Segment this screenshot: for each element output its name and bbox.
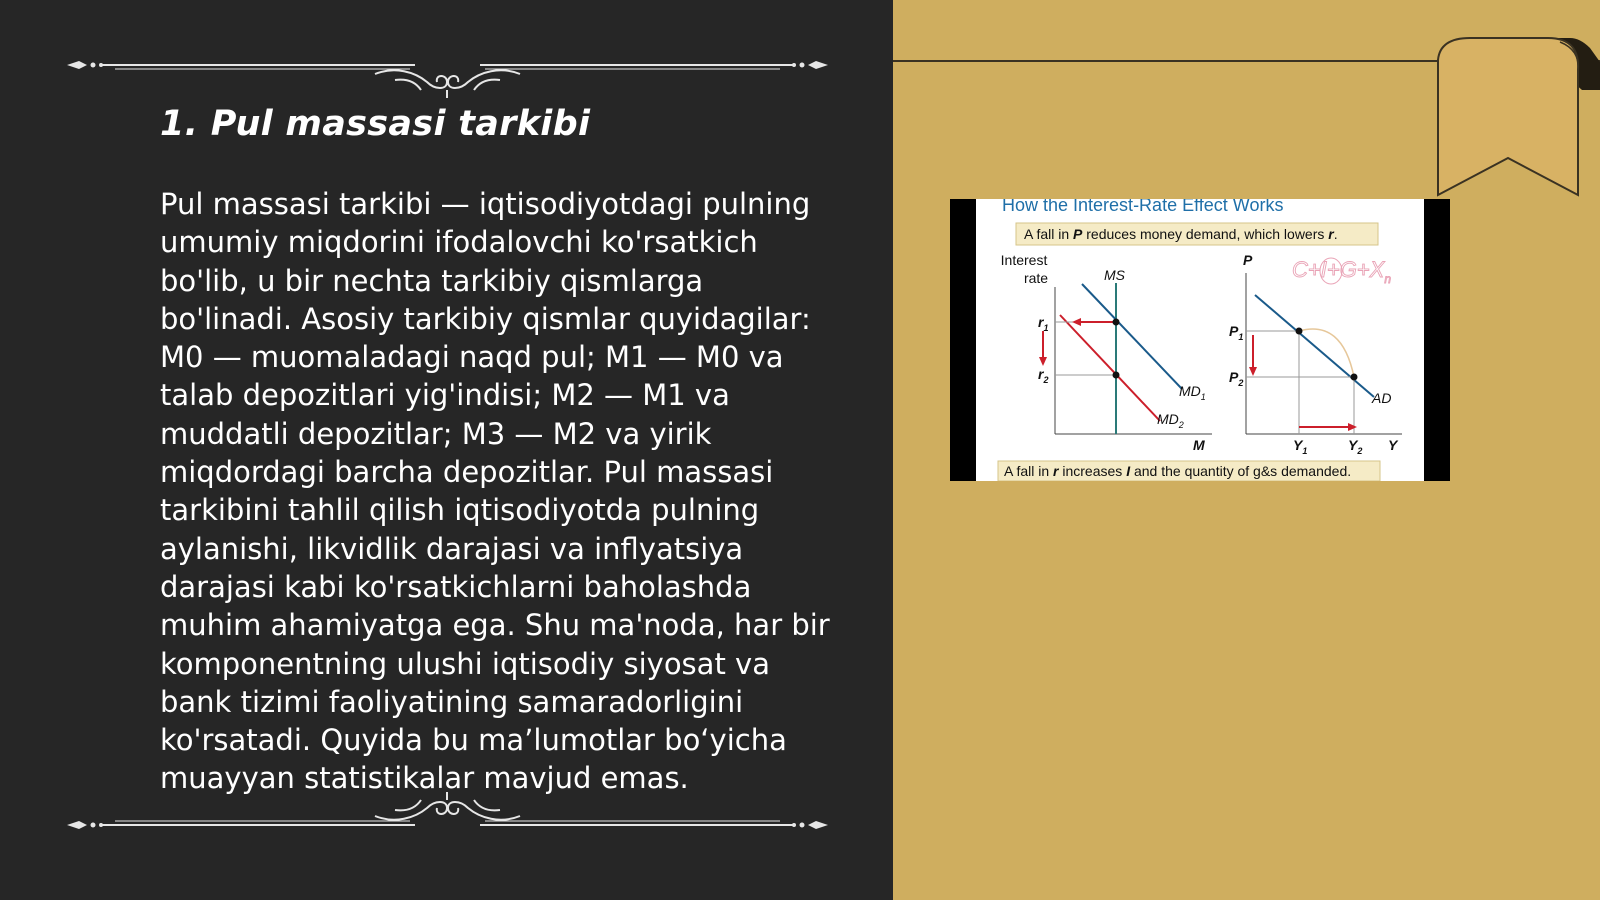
slide-body-text: Pul massasi tarkibi — iqtisodiyotdagi pulning umumiy miqdorini ifodalovchi ko'rsatkich bo'lib, u bir nechta tarkibiy qismlarga bo'linadi. Asosiy tarkibiy qismlar quyidagilar: M0 — muomaladagi naqd pul; M1 — M0 va talab depozitlari yig'indisi; M2 — M1 va muddatli depozitlar; M3 — M2 va yirik miqdordagi barcha depozitlar. Pul massasi tarkibini tahlil qilish iqtisodiyotda pulning aylanishi, likvidlik darajasi va inflyatsiya darajasi kabi ko'rsatkichlarni baholashda muhim ahamiyatga ega. Shu ma'noda, har bir komponentning ulushi iqtisodiy siyosat va bank tizimi faoliyatining samaradorligini ko'rsatadi. Quyida bu ma’lumotlar bo‘yicha muayyan statistikalar mavjud emas. [160,187,830,796]
ad-point-1 [1296,328,1303,335]
y2-label: $Y_2$ [1348,437,1363,456]
md2-label: $MD_2$ [1157,411,1184,430]
interest-rate-effect-figure [950,199,1450,481]
bookmark-ribbon-icon [1430,30,1600,200]
p1-label: $P_1$ [1229,323,1244,342]
ad-label: AD [1372,390,1392,406]
bottom-caption: A fall in r increases I and the quantity of g&s demanded. [1004,463,1352,479]
top-ornament-divider [65,38,830,98]
y-axis-label: Y [1388,437,1398,453]
handwritten-annotation: $C+I+G+X_n$ [1292,257,1392,286]
figure-title: How the Interest-Rate Effect Works [1002,199,1284,215]
ad-point-2 [1351,374,1358,381]
left-y-label-line1: Interest [1000,252,1048,268]
top-caption: A fall in P reduces money demand, which lowers r. [1024,226,1338,242]
r1-label: $r_1$ [1038,314,1049,333]
m-axis-label: M [1193,437,1205,453]
left-y-label-line2: rate [1023,270,1049,286]
md1-label: $MD_1$ [1179,383,1206,402]
bottom-ornament-divider [65,778,830,838]
p2-label: $P_2$ [1229,369,1244,388]
p-axis-label: P [1243,252,1253,268]
ms-label: MS [1104,267,1125,283]
equilibrium-2-point [1113,372,1120,379]
equilibrium-1-point [1113,319,1120,326]
y1-label: $Y_1$ [1293,437,1308,456]
slide-title: 1. Pul massasi tarkibi [160,104,591,144]
r2-label: $r_2$ [1038,366,1049,385]
